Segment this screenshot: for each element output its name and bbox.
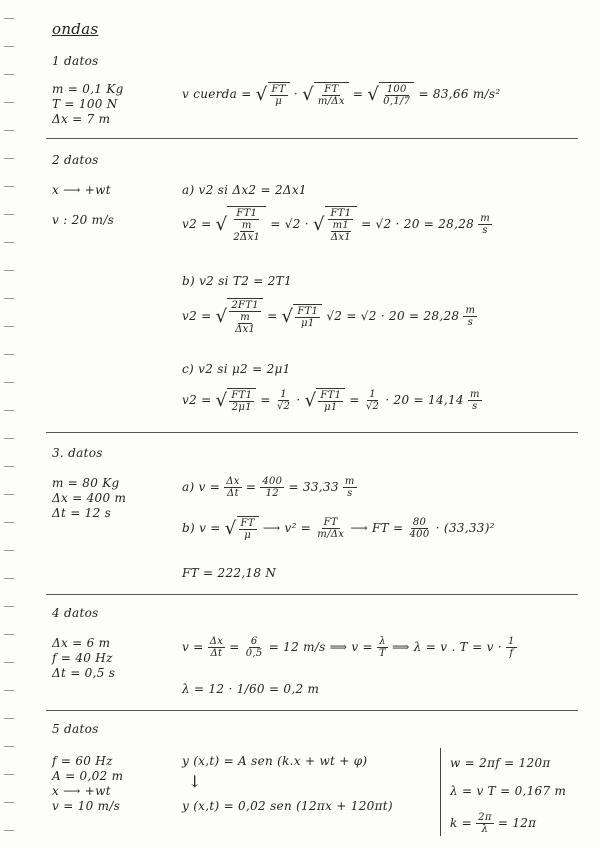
s3-b-step2: ⟶ FT =: [350, 521, 404, 535]
margin-tick: [4, 214, 14, 215]
s5-datum: f = 60 Hz: [52, 754, 113, 768]
frac-num: m: [240, 312, 251, 323]
s5-k: [450, 812, 536, 835]
frac-num: Δx: [209, 636, 224, 647]
s1-f2-num: FT: [324, 84, 339, 95]
frac-den: 12: [265, 488, 279, 499]
section-1-heading: 1 datos: [52, 54, 99, 68]
frac-den: 2Δx1: [233, 232, 261, 243]
frac-den: 400: [409, 529, 430, 540]
arrow-down-icon: ↓: [188, 772, 202, 791]
frac-num: 80: [412, 517, 427, 528]
margin-tick: [4, 354, 14, 355]
s4-datum: Δt = 0,5 s: [52, 666, 116, 680]
unit-den: s: [467, 317, 474, 328]
sqrt-symbol: √ $\frac{FT}{m/\Delta x}$: [302, 82, 349, 107]
frac-den: Δt: [227, 488, 239, 499]
frac-den: 0,5: [245, 648, 263, 659]
frac-num: 2FT1: [231, 300, 259, 311]
sqrt-symbol: √ $\frac{2FT1}{\frac{m}{\Delta x1}}$: [216, 298, 263, 335]
frac-num: m: [241, 220, 252, 231]
s2-datum: v : 20 m/s: [52, 213, 115, 227]
s5-lambda: λ = v T = 0,167 m: [450, 784, 567, 798]
equals: =: [349, 393, 360, 407]
dot: ·: [296, 393, 301, 407]
s1-datum: m = 0,1 Kg: [52, 82, 124, 96]
margin-tick: [4, 46, 14, 47]
margin-tick: [4, 634, 14, 635]
s3-b-formula: [182, 516, 495, 541]
sqrt-symbol: √ $\frac{FT1}{\mu 1}$: [305, 388, 346, 413]
s1-f3-num: 100: [386, 84, 407, 95]
margin-tick: [4, 718, 14, 719]
section-2-heading: 2 datos: [52, 153, 99, 167]
s2-a-lhs: v2 =: [182, 217, 212, 231]
s3-datum: Δx = 400 m: [52, 491, 127, 505]
s2-a-condition: a) v2 si Δx2 = 2Δx1: [182, 183, 307, 197]
margin-tick: [4, 242, 14, 243]
frac-den: f: [509, 648, 514, 659]
frac-den: Δt: [210, 648, 223, 659]
sqrt-symbol: √ $\frac{FT1}{\frac{m1}{\Delta x1}}$: [313, 206, 357, 243]
page-title: ondas: [52, 20, 99, 38]
frac-num: 1: [280, 389, 287, 400]
margin-tick: [4, 662, 14, 663]
frac-num: FT1: [330, 208, 352, 219]
s1-f2-den: m/Δx: [317, 96, 345, 107]
sqrt-symbol: √ $\frac{FT1}{2\mu 1}$: [216, 388, 257, 413]
s3-final: FT = 222,18 N: [182, 566, 277, 580]
frac-num: FT: [323, 517, 338, 528]
s2-c-formula: [182, 388, 482, 413]
frac-num: FT1: [297, 306, 319, 317]
margin-tick: [4, 690, 14, 691]
s2-a-formula: [182, 206, 492, 243]
unit-den: s: [482, 225, 488, 236]
margin-tick: [4, 74, 14, 75]
frac-den: √2: [276, 401, 291, 412]
section-5-heading: 5 datos: [52, 722, 99, 736]
margin-tick: [4, 466, 14, 467]
sqrt-symbol: √ $\frac{FT}{\mu}$: [225, 516, 259, 541]
margin-tick: [4, 578, 14, 579]
s4-lhs: v =: [182, 640, 204, 654]
s1-f3-den: 0,1/7: [383, 96, 411, 107]
s1-f1-num: FT: [271, 84, 286, 95]
equals: =: [245, 480, 257, 494]
sqrt-symbol: √ $\frac{FT1}{\mu 1}$: [282, 304, 323, 329]
margin-tick: [4, 550, 14, 551]
frac-num: 400: [262, 476, 283, 487]
section-divider: [46, 138, 578, 139]
s2-b-lhs: v2 =: [182, 309, 212, 323]
s4-datum: Δx = 6 m: [52, 636, 111, 650]
section-4-heading: 4 datos: [52, 606, 99, 620]
frac-den: m/Δx: [317, 529, 345, 540]
frac-num: 2π: [478, 812, 492, 823]
frac-num: 1: [369, 389, 376, 400]
s3-a-result: = 33,33: [288, 480, 339, 494]
s5-equation-specific: y (x,t) = 0,02 sen (12πx + 120πt): [182, 799, 393, 813]
equals: =: [260, 393, 271, 407]
unit-num: m: [480, 213, 490, 224]
unit-num: m: [465, 305, 476, 316]
section-divider: [46, 432, 578, 433]
equals: =: [229, 640, 240, 654]
margin-tick: [4, 158, 14, 159]
frac-den: λ: [481, 824, 489, 835]
s2-a-result: = √2 · 20 = 28,28: [361, 217, 475, 231]
s2-b-formula: [182, 298, 477, 335]
s1-f1-den: μ: [275, 96, 283, 107]
frac-den: μ1: [301, 318, 315, 329]
margin-tick: [4, 606, 14, 607]
margin-tick: [4, 746, 14, 747]
sqrt-symbol: √ $\frac{100}{0,1/7}$: [367, 82, 414, 107]
s1-result: = 83,66 m/s²: [418, 87, 501, 101]
frac-num: 1: [508, 636, 515, 647]
vertical-divider: [440, 748, 441, 836]
margin-tick: [4, 522, 14, 523]
unit-den: s: [347, 488, 353, 499]
section-3-heading: 3. datos: [52, 446, 103, 460]
frac-den: √2: [365, 401, 380, 412]
frac-num: 6: [250, 636, 258, 647]
s4-result: = 12 m/s ⟹ v =: [268, 640, 373, 654]
unit-num: m: [344, 476, 355, 487]
frac-num: FT1: [231, 390, 253, 401]
frac-den: μ1: [324, 402, 338, 413]
unit-num: m: [470, 389, 480, 400]
unit-den: s: [472, 401, 478, 412]
s3-datum: m = 80 Kg: [52, 476, 120, 490]
s3-b-step1: ⟶ v² =: [262, 521, 312, 535]
margin-tick: [4, 326, 14, 327]
s1-formula: v cuerda = √ $\frac{FT}{\mu}$ · √ $\frac{FT}{m/\Delta x}$ = √ $\frac{100}{0,1/7}$ = 83,66 m/s²: [182, 84, 501, 107]
s5-k-result: = 12π: [497, 816, 537, 830]
frac-num: FT1: [236, 208, 258, 219]
s4-formula: [182, 636, 517, 659]
s4-final: λ = 12 · 1/60 = 0,2 m: [182, 682, 320, 696]
s3-a-formula: [182, 476, 357, 499]
s5-datum: v = 10 m/s: [52, 799, 121, 813]
margin-tick: [4, 438, 14, 439]
section-divider: [46, 594, 578, 595]
s2-b-condition: b) v2 si T2 = 2T1: [182, 274, 292, 288]
frac-num: FT: [240, 518, 255, 529]
margin-tick: [4, 382, 14, 383]
margin-tick: [4, 802, 14, 803]
margin-tick: [4, 186, 14, 187]
margin-tick: [4, 830, 14, 831]
s2-a-mid: = √2 ·: [270, 217, 309, 231]
s2-b-mid: =: [267, 309, 278, 323]
s2-datum: x ⟶ +wt: [52, 183, 111, 197]
sqrt-symbol: √ $\frac{FT}{\mu}$: [256, 82, 290, 107]
s3-datum: Δt = 12 s: [52, 506, 112, 520]
s5-k-lhs: k =: [450, 816, 473, 830]
s3-b-lhs: b) v =: [182, 521, 221, 535]
s4-datum: f = 40 Hz: [52, 651, 113, 665]
frac-den: μ: [244, 530, 252, 541]
margin-tick: [4, 270, 14, 271]
frac-den: Δx1: [330, 232, 351, 243]
frac-num: m1: [332, 220, 350, 231]
frac-den: T: [379, 648, 387, 659]
margin-tick: [4, 102, 14, 103]
frac-num: λ: [379, 636, 386, 647]
margin-tick: [4, 298, 14, 299]
margin-tick: [4, 774, 14, 775]
s3-a-lhs: a) v =: [182, 480, 221, 494]
s2-c-condition: c) v2 si μ2 = 2μ1: [182, 362, 291, 376]
s2-c-result: · 20 = 14,14: [385, 393, 464, 407]
frac-den: Δx1: [235, 324, 256, 335]
margin-tick: [4, 494, 14, 495]
s5-datum: x ⟶ +wt: [52, 784, 111, 798]
margin-tick: [4, 130, 14, 131]
s5-omega: w = 2πf = 120π: [450, 756, 551, 770]
s4-result-2: ⟹ λ = v . T = v ·: [392, 640, 502, 654]
margin-tick: [4, 410, 14, 411]
s1-datum: T = 100 N: [52, 97, 118, 111]
frac-den: 2μ1: [231, 402, 252, 413]
s1-formula-lhs: v cuerda =: [182, 87, 252, 101]
s1-datum: Δx = 7 m: [52, 112, 111, 126]
frac-num: FT1: [320, 390, 342, 401]
sqrt-symbol: √ $\frac{FT1}{\frac{m}{2\Delta x1}}$: [216, 206, 267, 243]
s5-equation-general: y (x,t) = A sen (k.x + wt + φ): [182, 754, 368, 768]
s3-b-result: · (33,33)²: [435, 521, 495, 535]
frac-num: Δx: [226, 476, 240, 487]
s2-b-result: √2 = √2 · 20 = 28,28: [326, 309, 460, 323]
s2-c-lhs: v2 =: [182, 393, 212, 407]
s5-datum: A = 0,02 m: [52, 769, 124, 783]
section-divider: [46, 710, 578, 711]
margin-tick: [4, 18, 14, 19]
